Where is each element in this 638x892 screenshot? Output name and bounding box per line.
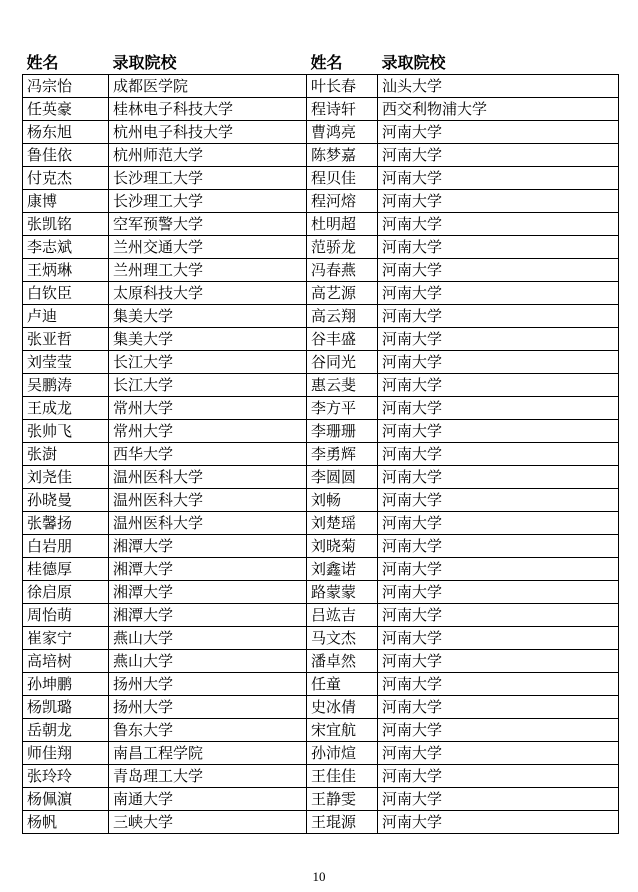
cell-school-left: 湘潭大学 (109, 604, 307, 627)
cell-school-left: 湘潭大学 (109, 535, 307, 558)
cell-school-right: 河南大学 (378, 420, 619, 443)
cell-school-left: 杭州师范大学 (109, 144, 307, 167)
admission-table (22, 52, 619, 834)
table-row (23, 282, 619, 305)
cell-name-right: 刘楚瑶 (307, 512, 378, 535)
cell-name-left: 桂德厚 (23, 558, 109, 581)
cell-name-right: 潘卓然 (307, 650, 378, 673)
cell-school-right: 河南大学 (378, 305, 619, 328)
cell-school-right: 河南大学 (378, 144, 619, 167)
cell-school-left: 南昌工程学院 (109, 742, 307, 765)
cell-name-left: 李志斌 (23, 236, 109, 259)
page-number: 10 (312, 869, 326, 884)
table-row (23, 512, 619, 535)
cell-school-right: 河南大学 (378, 259, 619, 282)
cell-school-right: 河南大学 (378, 535, 619, 558)
cell-name-left: 孙坤鹏 (23, 673, 109, 696)
cell-name-right: 李勇辉 (307, 443, 378, 466)
cell-school-left: 集美大学 (109, 328, 307, 351)
cell-name-left: 杨东旭 (23, 121, 109, 144)
cell-school-right: 河南大学 (378, 351, 619, 374)
cell-name-left: 付克杰 (23, 167, 109, 190)
cell-name-left: 卢迪 (23, 305, 109, 328)
cell-name-right: 马文杰 (307, 627, 378, 650)
cell-school-right: 河南大学 (378, 604, 619, 627)
cell-name-left: 张亚哲 (23, 328, 109, 351)
table-row (23, 742, 619, 765)
cell-name-left: 徐启原 (23, 581, 109, 604)
cell-name-left: 杨凯璐 (23, 696, 109, 719)
cell-school-left: 燕山大学 (109, 650, 307, 673)
cell-school-left: 温州医科大学 (109, 466, 307, 489)
cell-name-left: 岳朝龙 (23, 719, 109, 742)
cell-school-left: 长江大学 (109, 374, 307, 397)
cell-school-right: 河南大学 (378, 121, 619, 144)
cell-school-right: 河南大学 (378, 719, 619, 742)
table-row (23, 98, 619, 121)
cell-name-right: 曹鸿亮 (307, 121, 378, 144)
cell-name-right: 王静雯 (307, 788, 378, 811)
cell-school-right: 河南大学 (378, 466, 619, 489)
table-row (23, 535, 619, 558)
cell-name-left: 刘莹莹 (23, 351, 109, 374)
cell-name-right: 史冰倩 (307, 696, 378, 719)
cell-name-right: 宋宜航 (307, 719, 378, 742)
cell-school-left: 南通大学 (109, 788, 307, 811)
cell-school-left: 长沙理工大学 (109, 190, 307, 213)
cell-name-left: 吴鹏涛 (23, 374, 109, 397)
header-name-right: 姓名 (310, 53, 343, 72)
cell-name-right: 王琨源 (307, 811, 378, 834)
cell-school-left: 鲁东大学 (109, 719, 307, 742)
cell-school-left: 温州医科大学 (109, 512, 307, 535)
cell-school-left: 太原科技大学 (109, 282, 307, 305)
cell-name-right: 吕竑吉 (307, 604, 378, 627)
cell-school-left: 燕山大学 (109, 627, 307, 650)
cell-school-right: 河南大学 (378, 282, 619, 305)
table-row (23, 374, 619, 397)
table-row (23, 466, 619, 489)
cell-school-left: 空军预警大学 (109, 213, 307, 236)
cell-name-right: 孙沛煊 (307, 742, 378, 765)
cell-school-left: 西华大学 (109, 443, 307, 466)
cell-name-right: 范骄龙 (307, 236, 378, 259)
table-row (23, 305, 619, 328)
cell-school-right: 河南大学 (378, 236, 619, 259)
cell-school-right: 河南大学 (378, 696, 619, 719)
cell-name-left: 高培树 (23, 650, 109, 673)
table-row (23, 397, 619, 420)
cell-school-left: 常州大学 (109, 397, 307, 420)
table-row (23, 328, 619, 351)
cell-school-right: 河南大学 (378, 190, 619, 213)
cell-school-left: 集美大学 (109, 305, 307, 328)
header-school-left: 录取院校 (112, 53, 177, 72)
table-row (23, 765, 619, 788)
table-row (23, 673, 619, 696)
cell-school-left: 湘潭大学 (109, 581, 307, 604)
cell-name-left: 孙晓曼 (23, 489, 109, 512)
cell-name-left: 张凯铭 (23, 213, 109, 236)
cell-name-left: 鲁佳依 (23, 144, 109, 167)
cell-name-left: 崔家宁 (23, 627, 109, 650)
cell-school-left: 湘潭大学 (109, 558, 307, 581)
table-row (23, 604, 619, 627)
cell-name-right: 陈梦嘉 (307, 144, 378, 167)
table-row (23, 696, 619, 719)
table-body (23, 75, 619, 834)
cell-school-left: 温州医科大学 (109, 489, 307, 512)
cell-name-left: 王炳琳 (23, 259, 109, 282)
cell-name-right: 李方平 (307, 397, 378, 420)
cell-school-right: 河南大学 (378, 581, 619, 604)
table-row (23, 443, 619, 466)
cell-name-left: 师佳翔 (23, 742, 109, 765)
header-school-right: 录取院校 (381, 53, 446, 72)
cell-name-right: 谷丰盛 (307, 328, 378, 351)
table-row (23, 351, 619, 374)
cell-school-right: 河南大学 (378, 627, 619, 650)
cell-school-left: 杭州电子科技大学 (109, 121, 307, 144)
cell-school-right: 河南大学 (378, 374, 619, 397)
cell-name-left: 张玲玲 (23, 765, 109, 788)
table-row (23, 144, 619, 167)
cell-name-left: 张澍 (23, 443, 109, 466)
cell-name-left: 白岩朋 (23, 535, 109, 558)
cell-school-right: 河南大学 (378, 328, 619, 351)
cell-school-right: 河南大学 (378, 742, 619, 765)
admission-table-container (22, 52, 618, 834)
cell-name-left: 杨佩濵 (23, 788, 109, 811)
cell-school-right: 河南大学 (378, 788, 619, 811)
cell-school-left: 成都医学院 (109, 75, 307, 98)
cell-school-right: 河南大学 (378, 650, 619, 673)
table-row (23, 190, 619, 213)
cell-name-right: 刘晓菊 (307, 535, 378, 558)
cell-name-left: 王成龙 (23, 397, 109, 420)
cell-name-left: 周怡萌 (23, 604, 109, 627)
cell-name-left: 冯宗怡 (23, 75, 109, 98)
cell-name-right: 高艺源 (307, 282, 378, 305)
cell-school-right: 河南大学 (378, 558, 619, 581)
cell-name-right: 谷同光 (307, 351, 378, 374)
table-row (23, 236, 619, 259)
table-row (23, 420, 619, 443)
cell-name-right: 王佳佳 (307, 765, 378, 788)
cell-name-right: 杜明超 (307, 213, 378, 236)
cell-school-right: 河南大学 (378, 213, 619, 236)
cell-school-left: 扬州大学 (109, 696, 307, 719)
cell-name-right: 惠云斐 (307, 374, 378, 397)
cell-name-right: 刘畅 (307, 489, 378, 512)
cell-school-right: 河南大学 (378, 673, 619, 696)
cell-name-right: 李珊珊 (307, 420, 378, 443)
cell-name-right: 路蒙蒙 (307, 581, 378, 604)
cell-school-right: 汕头大学 (378, 75, 619, 98)
table-row (23, 811, 619, 834)
cell-name-right: 程贝佳 (307, 167, 378, 190)
cell-school-left: 长江大学 (109, 351, 307, 374)
cell-school-right: 西交利物浦大学 (378, 98, 619, 121)
cell-school-left: 常州大学 (109, 420, 307, 443)
cell-school-left: 青岛理工大学 (109, 765, 307, 788)
cell-name-right: 任童 (307, 673, 378, 696)
cell-school-right: 河南大学 (378, 489, 619, 512)
table-row (23, 788, 619, 811)
cell-school-left: 长沙理工大学 (109, 167, 307, 190)
cell-school-left: 三峡大学 (109, 811, 307, 834)
cell-school-right: 河南大学 (378, 811, 619, 834)
cell-name-right: 程河熔 (307, 190, 378, 213)
cell-school-left: 桂林电子科技大学 (109, 98, 307, 121)
cell-school-right: 河南大学 (378, 167, 619, 190)
table-row (23, 121, 619, 144)
cell-name-left: 杨帆 (23, 811, 109, 834)
table-row (23, 650, 619, 673)
cell-name-left: 张帅飞 (23, 420, 109, 443)
table-row (23, 167, 619, 190)
cell-school-right: 河南大学 (378, 397, 619, 420)
cell-name-right: 冯春燕 (307, 259, 378, 282)
cell-name-right: 高云翔 (307, 305, 378, 328)
table-row (23, 75, 619, 98)
cell-name-right: 叶长春 (307, 75, 378, 98)
cell-school-left: 兰州理工大学 (109, 259, 307, 282)
table-row (23, 213, 619, 236)
cell-school-right: 河南大学 (378, 512, 619, 535)
cell-school-right: 河南大学 (378, 443, 619, 466)
cell-name-left: 白钦臣 (23, 282, 109, 305)
cell-name-left: 康博 (23, 190, 109, 213)
cell-name-right: 李圆圆 (307, 466, 378, 489)
cell-school-left: 扬州大学 (109, 673, 307, 696)
cell-name-left: 任英豪 (23, 98, 109, 121)
table-row (23, 558, 619, 581)
table-row (23, 627, 619, 650)
table-row (23, 719, 619, 742)
cell-name-left: 刘尧佳 (23, 466, 109, 489)
table-row (23, 489, 619, 512)
table-row (23, 581, 619, 604)
cell-school-left: 兰州交通大学 (109, 236, 307, 259)
cell-name-right: 程诗轩 (307, 98, 378, 121)
cell-name-left: 张馨扬 (23, 512, 109, 535)
header-name-left: 姓名 (26, 53, 59, 72)
cell-name-right: 刘鑫诺 (307, 558, 378, 581)
table-row (23, 259, 619, 282)
table-header-row (23, 52, 619, 75)
cell-school-right: 河南大学 (378, 765, 619, 788)
